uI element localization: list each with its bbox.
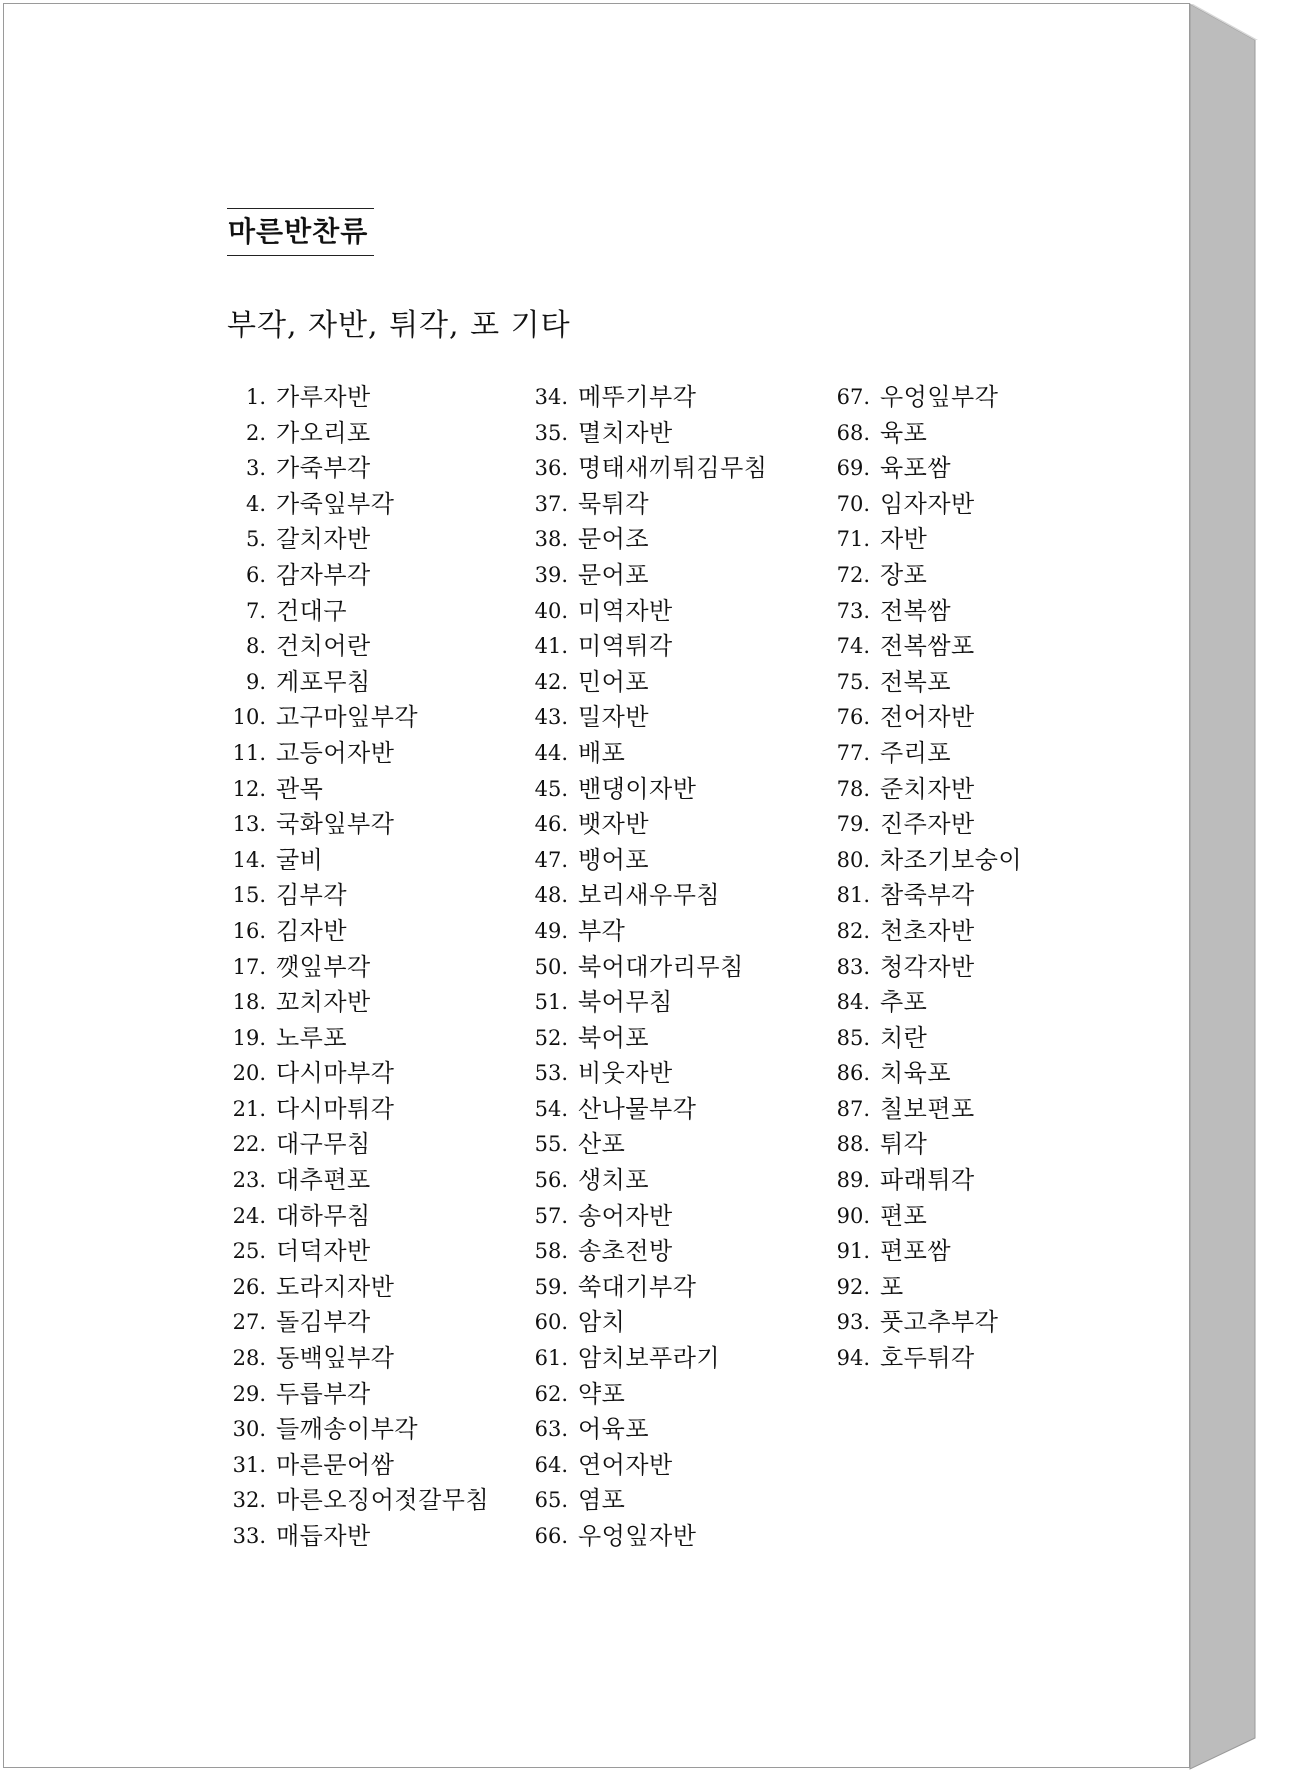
item-name: 산나물부각 (578, 1094, 697, 1123)
item-number: 49. (534, 918, 568, 943)
item-name: 김자반 (276, 916, 348, 945)
list-item (820, 665, 1022, 701)
list-column-2 (520, 380, 767, 1555)
item-number: 64. (534, 1452, 568, 1477)
item-number: 77. (836, 740, 870, 765)
list-item (222, 1056, 489, 1092)
item-name: 감자부각 (276, 560, 371, 589)
item-number: 35. (534, 420, 568, 445)
list-item (820, 558, 1022, 594)
item-number: 23. (232, 1168, 266, 1193)
item-number: 31. (232, 1452, 266, 1477)
item-name: 암치보푸라기 (578, 1344, 721, 1373)
list-item (222, 1270, 489, 1306)
item-name: 북어대가리무침 (578, 952, 744, 981)
list-item (820, 1234, 1022, 1270)
list-item (520, 1163, 767, 1199)
list-column-1 (222, 380, 489, 1555)
item-number: 74. (836, 634, 870, 659)
item-number: 39. (534, 562, 568, 587)
item-name: 다시마튀각 (276, 1094, 395, 1123)
list-item (520, 416, 767, 452)
list-item (520, 700, 767, 736)
item-name: 돌김부각 (276, 1308, 371, 1337)
item-number: 29. (232, 1381, 266, 1406)
list-item (820, 487, 1022, 523)
item-number: 63. (534, 1417, 568, 1442)
list-item (820, 1163, 1022, 1199)
list-item (222, 380, 489, 416)
item-name: 송어자반 (578, 1201, 673, 1230)
item-number: 37. (534, 491, 568, 516)
list-item (520, 1377, 767, 1413)
item-number: 52. (534, 1025, 568, 1050)
list-item (520, 522, 767, 558)
item-name: 파래튀각 (880, 1166, 975, 1195)
item-number: 50. (534, 954, 568, 979)
item-number: 45. (534, 776, 568, 801)
item-name: 고등어자반 (276, 738, 395, 767)
item-number: 21. (232, 1096, 266, 1121)
item-name: 참죽부각 (880, 881, 975, 910)
item-number: 14. (232, 847, 266, 872)
item-name: 게포무침 (276, 667, 371, 696)
list-item (520, 380, 767, 416)
list-item (820, 985, 1022, 1021)
list-item (222, 451, 489, 487)
list-item (820, 914, 1022, 950)
item-name: 튀각 (880, 1130, 928, 1159)
item-number: 7. (245, 598, 266, 623)
item-name: 동백잎부각 (276, 1344, 395, 1373)
item-name: 두릅부각 (276, 1379, 371, 1408)
list-item (820, 700, 1022, 736)
list-item (222, 1163, 489, 1199)
list-item (520, 878, 767, 914)
item-name: 고구마잎부각 (276, 703, 419, 732)
list-item (820, 950, 1022, 986)
item-number: 68. (836, 420, 870, 445)
item-name: 배포 (578, 738, 626, 767)
list-item (520, 1483, 767, 1519)
item-name: 치란 (880, 1023, 928, 1052)
item-number: 10. (232, 705, 266, 730)
item-number: 36. (534, 456, 568, 481)
item-number: 55. (534, 1132, 568, 1157)
item-name: 염포 (578, 1486, 626, 1515)
list-item (820, 736, 1022, 772)
item-number: 72. (836, 562, 870, 587)
item-name: 국화잎부각 (276, 810, 395, 839)
item-number: 62. (534, 1381, 568, 1406)
item-number: 5. (245, 527, 266, 552)
list-item (222, 843, 489, 879)
list-item (222, 1377, 489, 1413)
item-name: 건치어란 (276, 632, 371, 661)
item-number: 84. (836, 990, 870, 1015)
list-item (520, 629, 767, 665)
list-item (222, 950, 489, 986)
item-number: 30. (232, 1417, 266, 1442)
list-item (520, 1127, 767, 1163)
list-item (520, 1341, 767, 1377)
item-number: 92. (836, 1274, 870, 1299)
list-item (520, 487, 767, 523)
item-name: 뱅어포 (578, 845, 650, 874)
item-number: 26. (232, 1274, 266, 1299)
item-name: 보리새우무침 (578, 881, 721, 910)
item-number: 47. (534, 847, 568, 872)
item-number: 81. (836, 883, 870, 908)
item-name: 밴댕이자반 (578, 774, 697, 803)
heading-bottom-rule (227, 255, 374, 256)
list-item (222, 1127, 489, 1163)
section-heading-block (227, 208, 374, 256)
item-name: 대추편포 (276, 1166, 371, 1195)
item-number: 67. (836, 385, 870, 409)
item-name: 대하무침 (276, 1201, 371, 1230)
item-name: 치육포 (880, 1059, 952, 1088)
list-item (222, 700, 489, 736)
item-number: 38. (534, 527, 568, 552)
list-item (222, 665, 489, 701)
list-item (820, 1341, 1022, 1377)
item-name: 편포 (880, 1201, 928, 1230)
list-item (820, 416, 1022, 452)
list-item (820, 1199, 1022, 1235)
item-name: 천초자반 (880, 916, 975, 945)
item-name: 우엉잎부각 (880, 383, 999, 411)
list-item (222, 416, 489, 452)
item-number: 87. (836, 1096, 870, 1121)
item-number: 17. (232, 954, 266, 979)
item-number: 91. (836, 1239, 870, 1264)
item-name: 편포쌈 (880, 1237, 952, 1266)
item-name: 더덕자반 (276, 1237, 371, 1266)
item-name: 장포 (880, 560, 928, 589)
list-item (222, 772, 489, 808)
list-item (520, 1519, 767, 1555)
item-number: 94. (836, 1346, 870, 1371)
item-name: 부각 (578, 916, 626, 945)
item-name: 주리포 (880, 738, 952, 767)
item-name: 송초전방 (578, 1237, 673, 1266)
item-name: 뱃자반 (578, 810, 650, 839)
list-item (820, 1092, 1022, 1128)
item-number: 4. (245, 491, 266, 516)
item-name: 자반 (880, 525, 928, 554)
item-number: 33. (232, 1524, 266, 1548)
list-item (520, 843, 767, 879)
item-number: 83. (836, 954, 870, 979)
list-item (222, 878, 489, 914)
item-number: 89. (836, 1168, 870, 1193)
item-name: 준치자반 (880, 774, 975, 803)
list-item (222, 594, 489, 630)
item-number: 82. (836, 918, 870, 943)
item-number: 32. (232, 1488, 266, 1513)
item-number: 79. (836, 812, 870, 837)
item-name: 멸치자반 (578, 418, 673, 447)
item-number: 93. (836, 1310, 870, 1335)
list-item (520, 772, 767, 808)
item-name: 전복쌈포 (880, 632, 975, 661)
item-name: 문어포 (578, 560, 650, 589)
item-number: 69. (836, 456, 870, 481)
item-number: 65. (534, 1488, 568, 1513)
item-number: 56. (534, 1168, 568, 1193)
list-item (222, 807, 489, 843)
item-name: 마른오징어젓갈무침 (276, 1486, 490, 1515)
list-item (222, 736, 489, 772)
list-item (520, 736, 767, 772)
item-number: 18. (232, 990, 266, 1015)
item-name: 들깨송이부각 (276, 1415, 419, 1444)
list-item (222, 1412, 489, 1448)
list-item (820, 878, 1022, 914)
item-name: 묵튀각 (578, 489, 650, 518)
list-item (222, 914, 489, 950)
list-item (222, 1448, 489, 1484)
item-number: 3. (245, 456, 266, 481)
section-heading: 마른반찬류 (228, 215, 369, 248)
item-number: 80. (836, 847, 870, 872)
item-number: 59. (534, 1274, 568, 1299)
section-subtitle: 부각, 자반, 튀각, 포 기타 (227, 308, 571, 343)
list-item (820, 629, 1022, 665)
item-name: 대구무침 (276, 1130, 371, 1159)
item-number: 58. (534, 1239, 568, 1264)
item-name: 생치포 (578, 1166, 650, 1195)
item-number: 42. (534, 669, 568, 694)
list-item (520, 1021, 767, 1057)
item-number: 44. (534, 740, 568, 765)
item-number: 75. (836, 669, 870, 694)
list-item (820, 1270, 1022, 1306)
item-number: 9. (245, 669, 266, 694)
item-name: 칠보편포 (880, 1094, 975, 1123)
item-name: 굴비 (276, 845, 324, 874)
item-name: 북어무침 (578, 988, 673, 1017)
list-item (222, 1305, 489, 1341)
item-name: 어육포 (578, 1415, 650, 1444)
item-name: 메뚜기부각 (578, 383, 697, 411)
list-item (820, 1127, 1022, 1163)
item-name: 풋고추부각 (880, 1308, 999, 1337)
list-column-3 (820, 380, 1022, 1377)
list-item (520, 950, 767, 986)
item-number: 90. (836, 1203, 870, 1228)
list-item (520, 665, 767, 701)
item-name: 명태새끼튀김무침 (578, 454, 768, 483)
item-name: 우엉잎자반 (578, 1522, 697, 1550)
list-item (520, 985, 767, 1021)
item-name: 포 (880, 1272, 904, 1301)
item-number: 34. (534, 385, 568, 409)
item-number: 16. (232, 918, 266, 943)
item-number: 41. (534, 634, 568, 659)
item-name: 건대구 (276, 596, 348, 625)
list-item (520, 1305, 767, 1341)
item-number: 53. (534, 1061, 568, 1086)
list-item (520, 1448, 767, 1484)
item-number: 19. (232, 1025, 266, 1050)
item-number: 6. (245, 562, 266, 587)
item-number: 43. (534, 705, 568, 730)
item-name: 미역튀각 (578, 632, 673, 661)
item-name: 다시마부각 (276, 1059, 395, 1088)
item-number: 54. (534, 1096, 568, 1121)
item-name: 임자자반 (880, 489, 975, 518)
item-number: 48. (534, 883, 568, 908)
item-name: 꼬치자반 (276, 988, 371, 1017)
item-number: 40. (534, 598, 568, 623)
item-number: 22. (232, 1132, 266, 1157)
list-item (520, 914, 767, 950)
item-name: 김부각 (276, 881, 348, 910)
item-number: 51. (534, 990, 568, 1015)
list-item (820, 380, 1022, 416)
list-item (520, 1199, 767, 1235)
list-item (222, 1519, 489, 1555)
item-name: 암치 (578, 1308, 626, 1337)
list-item (520, 1234, 767, 1270)
item-name: 가죽잎부각 (276, 489, 395, 518)
item-name: 전어자반 (880, 703, 975, 732)
item-name: 차조기보숭이 (880, 845, 1023, 874)
item-name: 비웃자반 (578, 1059, 673, 1088)
item-name: 민어포 (578, 667, 650, 696)
item-number: 76. (836, 705, 870, 730)
list-item (222, 1199, 489, 1235)
list-item (222, 629, 489, 665)
item-number: 70. (836, 491, 870, 516)
list-item (820, 772, 1022, 808)
item-name: 밀자반 (578, 703, 650, 732)
item-name: 진주자반 (880, 810, 975, 839)
list-item (520, 558, 767, 594)
item-number: 46. (534, 812, 568, 837)
list-item (820, 451, 1022, 487)
item-name: 산포 (578, 1130, 626, 1159)
list-item (222, 558, 489, 594)
list-item (520, 451, 767, 487)
item-number: 2. (245, 420, 266, 445)
list-item (222, 1021, 489, 1057)
item-name: 육포 (880, 418, 928, 447)
item-name: 쑥대기부각 (578, 1272, 697, 1301)
item-name: 관목 (276, 774, 324, 803)
item-name: 호두튀각 (880, 1344, 975, 1373)
list-item (222, 1483, 489, 1519)
item-name: 깻잎부각 (276, 952, 371, 981)
list-item (222, 1234, 489, 1270)
item-number: 57. (534, 1203, 568, 1228)
list-item (520, 1056, 767, 1092)
item-number: 88. (836, 1132, 870, 1157)
item-name: 마른문어쌈 (276, 1450, 395, 1479)
list-item (820, 807, 1022, 843)
item-number: 60. (534, 1310, 568, 1335)
item-name: 약포 (578, 1379, 626, 1408)
item-name: 연어자반 (578, 1450, 673, 1479)
list-item (520, 1092, 767, 1128)
item-number: 85. (836, 1025, 870, 1050)
list-item (820, 522, 1022, 558)
list-item (820, 1305, 1022, 1341)
item-name: 추포 (880, 988, 928, 1017)
list-item (820, 843, 1022, 879)
item-name: 전복포 (880, 667, 952, 696)
item-name: 가죽부각 (276, 454, 371, 483)
item-name: 노루포 (276, 1023, 348, 1052)
item-name: 육포쌈 (880, 454, 952, 483)
item-number: 27. (232, 1310, 266, 1335)
item-name: 미역자반 (578, 596, 673, 625)
list-item (520, 807, 767, 843)
item-number: 61. (534, 1346, 568, 1371)
item-number: 24. (232, 1203, 266, 1228)
list-item (520, 1270, 767, 1306)
item-name: 문어조 (578, 525, 650, 554)
item-number: 71. (836, 527, 870, 552)
list-item (222, 522, 489, 558)
item-name: 매듭자반 (276, 1522, 371, 1550)
item-number: 73. (836, 598, 870, 623)
list-item (222, 985, 489, 1021)
item-name: 전복쌈 (880, 596, 952, 625)
item-number: 11. (232, 740, 266, 765)
item-number: 86. (836, 1061, 870, 1086)
item-number: 12. (232, 776, 266, 801)
item-name: 가루자반 (276, 383, 371, 411)
list-item (222, 1341, 489, 1377)
item-name: 도라지자반 (276, 1272, 395, 1301)
list-item (820, 1021, 1022, 1057)
list-item (222, 487, 489, 523)
item-number: 78. (836, 776, 870, 801)
item-name: 가오리포 (276, 418, 371, 447)
list-item (820, 594, 1022, 630)
item-name: 북어포 (578, 1023, 650, 1052)
item-number: 13. (232, 812, 266, 837)
item-name: 청각자반 (880, 952, 975, 981)
item-number: 15. (232, 883, 266, 908)
item-number: 8. (245, 634, 266, 659)
item-number: 1. (245, 385, 266, 409)
list-item (222, 1092, 489, 1128)
list-item (520, 594, 767, 630)
item-name: 갈치자반 (276, 525, 371, 554)
list-item (820, 1056, 1022, 1092)
list-item (520, 1412, 767, 1448)
item-number: 20. (232, 1061, 266, 1086)
item-number: 66. (534, 1524, 568, 1548)
item-number: 25. (232, 1239, 266, 1264)
item-number: 28. (232, 1346, 266, 1371)
